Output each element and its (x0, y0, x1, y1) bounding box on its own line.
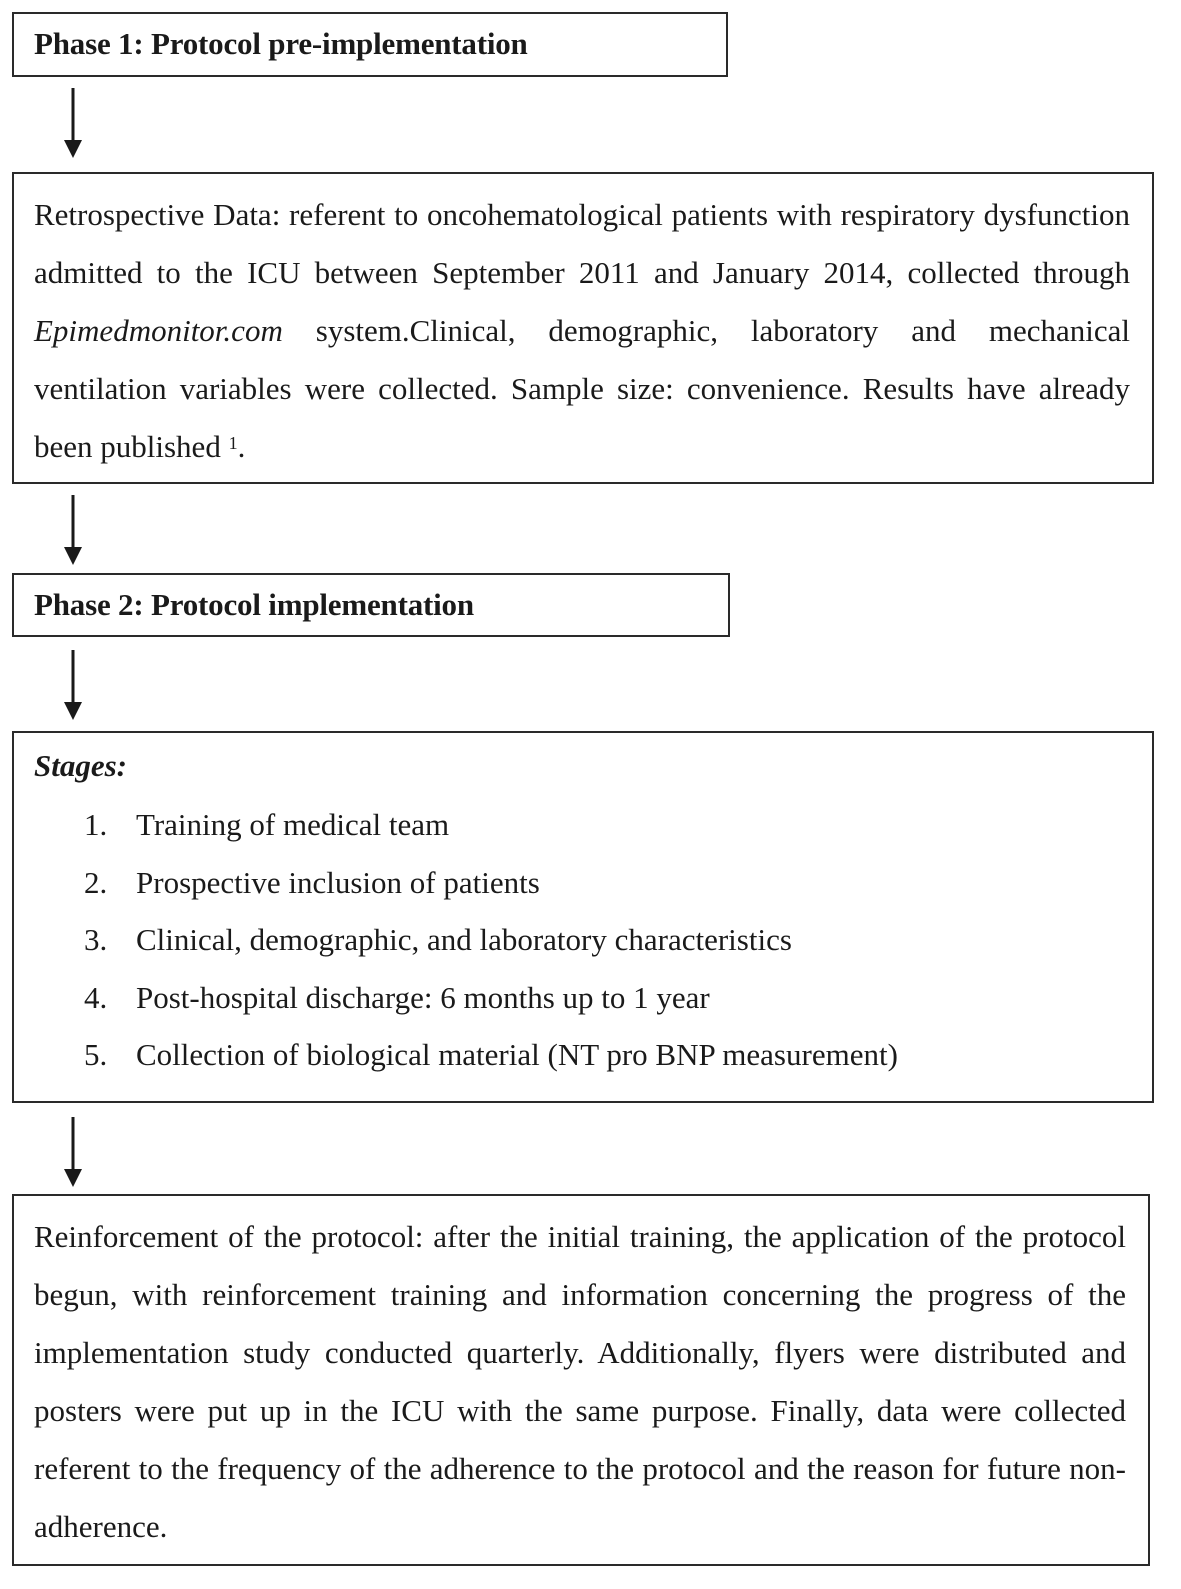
arrow-down-icon (61, 495, 85, 565)
stages-title: Stages: (34, 748, 127, 783)
phase-2-box (12, 573, 730, 637)
retrospective-text-part2: system.Clinical, demographic, laboratory and mechanical ventilation variables were collected. Sample size: convenience. Results have already been published (34, 313, 1130, 464)
stages-box (12, 731, 1154, 1103)
arrow-down-icon (61, 1117, 85, 1187)
list-item (34, 969, 1132, 1027)
list-item (34, 911, 1132, 969)
phase-1-box (12, 12, 728, 77)
retrospective-text-part1: Retrospective Data: referent to oncohematological patients with respiratory dysfunction admitted to the ICU between September 2011 and January 2014, collected through (34, 197, 1130, 290)
stage-label: Training of medical team (136, 807, 450, 842)
stage-number: 5. (84, 1037, 108, 1072)
retrospective-text-end: . (237, 429, 246, 464)
phase-2-title: Phase 2: Protocol implementation (34, 587, 474, 622)
stage-label: Post-hospital discharge: 6 months up to 1 year (136, 979, 710, 1015)
reinforcement-box (12, 1194, 1150, 1566)
stage-number: 4. (84, 979, 108, 1015)
system-name: Epimedmonitor.com (34, 313, 283, 348)
stage-list (34, 796, 1132, 1084)
list-item (34, 1026, 1132, 1084)
stage-label: Clinical, demographic, and laboratory characteristics (136, 922, 792, 957)
reference-superscript: 1 (228, 433, 238, 453)
arrow-down-icon (61, 650, 85, 720)
stage-label: Collection of biological material (NT pro BNP measurement) (136, 1037, 898, 1072)
list-item (34, 796, 1132, 854)
stage-number: 1. (84, 807, 108, 842)
reinforcement-text: Reinforcement of the protocol: after the initial training, the application of the protocol begun, with reinforcement training and information concerning the progress of the implementation study conducted quarterly. Additionally, flyers were distributed and posters were put up in the ICU with the same purpose. Finally, data were collected referent to the frequency of the adherence to the protocol and the reason for future non-adherence. (34, 1219, 1126, 1544)
retrospective-data-box (12, 172, 1154, 484)
phase-1-title: Phase 1: Protocol pre-implementation (34, 26, 528, 61)
stage-number: 3. (84, 922, 108, 957)
arrow-down-icon (61, 88, 85, 158)
stage-number: 2. (84, 864, 108, 900)
stage-label: Prospective inclusion of patients (136, 864, 540, 900)
list-item (34, 854, 1132, 912)
